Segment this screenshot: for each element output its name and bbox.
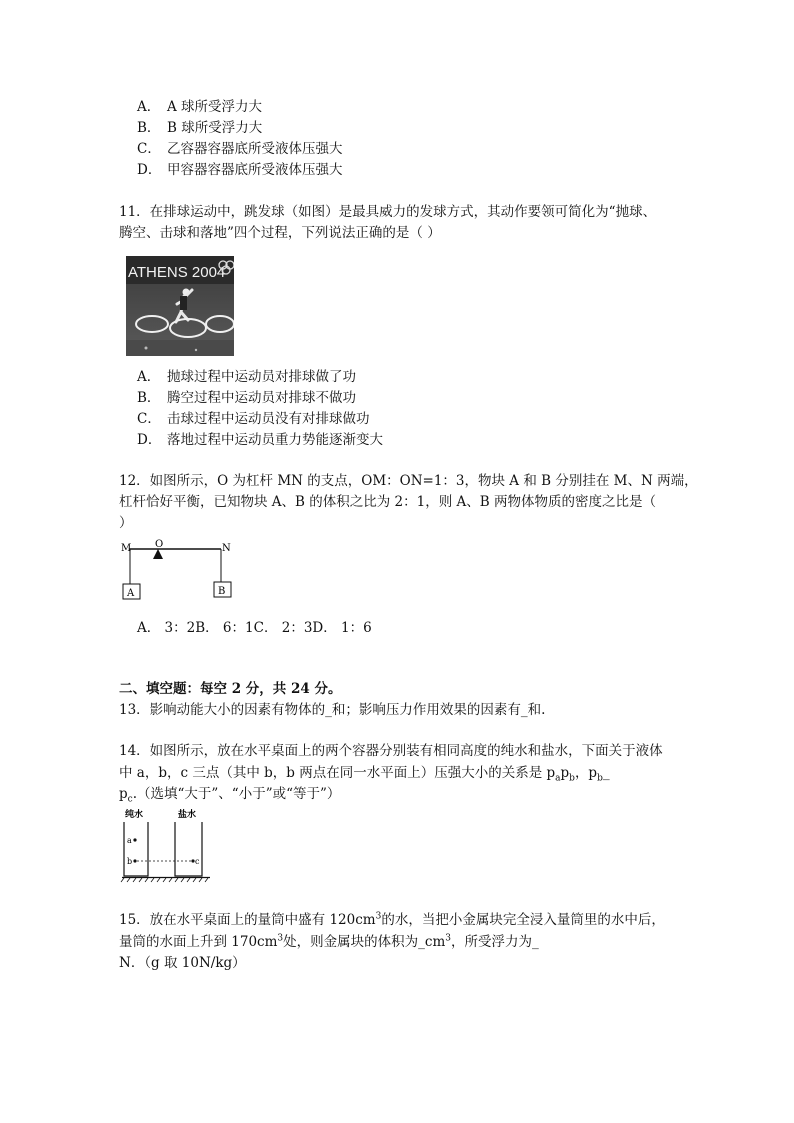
q14-stem-line1: 14．如图所示，放在水平桌面上的两个容器分别装有相同高度的纯水和盐水，下面关于液体 — [119, 743, 663, 759]
option-letter: C． — [137, 141, 161, 157]
volleyball-photo-svg — [126, 256, 234, 356]
table-hatch — [121, 878, 208, 882]
container-walls — [124, 822, 202, 876]
containers-diagram-svg — [120, 806, 212, 884]
option-text: 抛球过程中运动员对排球做了功 — [167, 369, 356, 385]
option-letter: B． — [137, 120, 161, 136]
label-salt-water: 盐水 — [178, 810, 197, 820]
q12-options: A． 3：2B． 6：1C． 2：3D． 1：6 — [137, 620, 372, 636]
q11-option-b — [137, 388, 356, 408]
option-text: 落地过程中运动员重力势能逐渐变大 — [167, 432, 383, 448]
q15-stem-line3: N．（g 取 10N/kg） — [119, 955, 246, 971]
q13-stem: 13．影响动能大小的因素有物体的_和；影响压力作用效果的因素有_和. — [119, 702, 546, 718]
section-title: 二、填空题：每空 2 分，共 24 分。 — [119, 681, 342, 697]
q10-option-b — [137, 118, 262, 138]
superscript: 3 — [445, 933, 452, 944]
option-letter: D． — [137, 162, 162, 178]
q15-stem-line1 — [119, 910, 665, 930]
q11-option-d — [137, 430, 383, 450]
subscript-c: c — [127, 794, 133, 805]
lever-label-n: N — [222, 543, 231, 554]
q11-stem-line2: 腾空、击球和落地”四个过程，下列说法正确的是（ ） — [119, 225, 441, 241]
point-b — [133, 859, 136, 862]
q12-stem-line2: 杠杆恰好平衡，已知物块 A、B 的体积之比为 2：1，则 A、B 两物体物质的密度之比是（ — [119, 494, 656, 510]
option-text: B 球所受浮力大 — [167, 120, 263, 136]
q15-text: 的水，当把小金属块完全浸入量筒里的水中后， — [381, 912, 665, 928]
superscript: 3 — [375, 911, 382, 922]
fulcrum-icon — [153, 549, 163, 559]
q14-text: 中 a，b，c 三点（其中 b，b 两点在同一水平面上）压强大小的关系是 p — [119, 765, 556, 781]
q14-text: p — [119, 786, 128, 802]
option-text: A 球所受浮力大 — [167, 99, 263, 115]
label-pure-water: 纯水 — [125, 810, 144, 820]
lever-diagram — [118, 538, 238, 604]
option-letter: A． — [137, 369, 161, 385]
lever-diagram-svg — [118, 538, 238, 604]
q15-text: 量筒的水面上升到 170cm — [119, 934, 278, 950]
q10-option-c — [137, 139, 343, 159]
superscript: 3 — [277, 933, 284, 944]
point-c-label: c — [195, 857, 200, 866]
q14-stem-line3 — [119, 784, 340, 804]
block-a-label: A — [127, 588, 135, 599]
q14-text: p — [560, 765, 570, 781]
lever-label-m: M — [121, 543, 132, 554]
block-b-label: B — [218, 586, 226, 597]
q14-text: ，p — [574, 765, 598, 781]
option-text: 腾空过程中运动员对排球不做功 — [167, 390, 356, 406]
q10-option-d — [137, 160, 343, 180]
subscript-a: a — [555, 773, 561, 784]
photo-banner-text: ATHENS 2004 — [128, 264, 226, 281]
option-letter: B． — [137, 390, 161, 406]
q11-option-c — [137, 409, 370, 429]
q10-option-a — [137, 97, 262, 117]
q11-stem-line1: 11．在排球运动中，跳发球（如图）是最具威力的发球方式，其动作要领可简化为“抛球、 — [119, 204, 657, 220]
option-text: 击球过程中运动员没有对排球做功 — [167, 411, 370, 427]
q15-text: ，所受浮力为_ — [451, 934, 539, 950]
q14-stem-line2 — [119, 763, 610, 783]
q12-stem-line3: ） — [119, 515, 133, 531]
subscript-b: b — [597, 773, 603, 784]
option-letter: C． — [137, 411, 161, 427]
q15-text: 15．放在水平桌面上的量筒中盛有 120cm — [119, 912, 376, 928]
option-text: 甲容器容器底所受液体压强大 — [167, 162, 343, 178]
q15-stem-line2 — [119, 932, 539, 952]
containers-diagram — [120, 806, 212, 884]
lever-label-o: O — [155, 539, 164, 550]
point-b-label: b — [127, 857, 133, 866]
q14-blank: _ — [602, 765, 610, 781]
point-a — [133, 838, 136, 841]
q15-text: 处，则金属块的体积为_cm — [283, 934, 446, 950]
option-letter: D． — [137, 432, 162, 448]
option-letter: A． — [137, 99, 161, 115]
option-text: 乙容器容器底所受液体压强大 — [167, 141, 343, 157]
q14-text: .（选填“大于”、“小于”或“等于”） — [132, 786, 341, 802]
volleyball-photo — [126, 256, 234, 356]
q11-option-a — [137, 367, 356, 387]
point-a-label: a — [127, 836, 132, 845]
q12-stem-line1: 12．如图所示，O 为杠杆 MN 的支点，OM：ON=1：3，物块 A 和 B 分别挂在 M、N 两端， — [119, 473, 698, 489]
subscript-b: b — [569, 773, 575, 784]
